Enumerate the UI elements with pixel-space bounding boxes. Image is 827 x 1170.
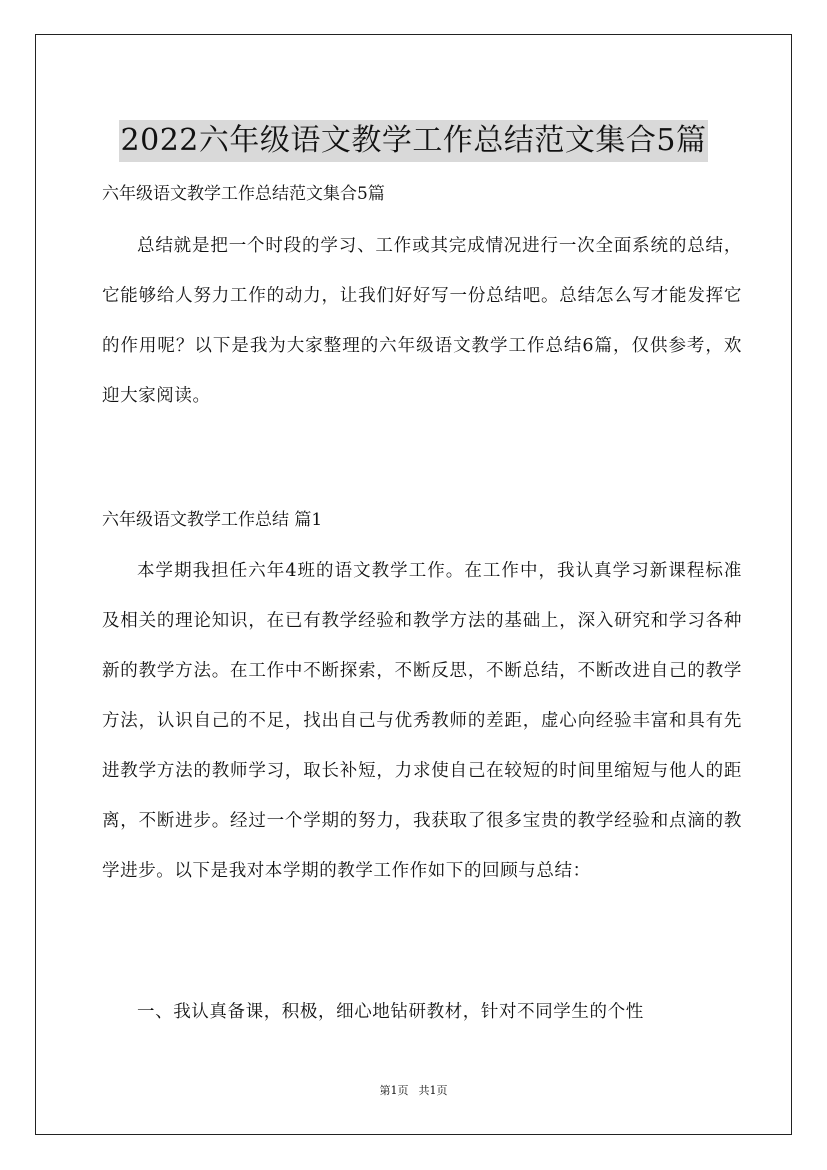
page-number-total: 共1页 <box>418 1084 448 1097</box>
section-heading: 六年级语文教学工作总结 篇1 <box>102 510 323 530</box>
page-footer <box>0 1083 827 1099</box>
document-subtitle: 六年级语文教学工作总结范文集合5篇 <box>102 184 385 204</box>
title-container <box>0 100 827 182</box>
document-title: 2022六年级语文教学工作总结范文集合5篇 <box>119 120 709 162</box>
page-number-current: 第1页 <box>379 1084 409 1097</box>
body-paragraph: 本学期我担任六年4班的语文教学工作。在工作中，我认真学习新课程标准及相关的理论知识，在已有教学经验和教学方法的基础上，深入研究和学习各种新的教学方法。在工作中不断探索，不断反思，不断总结，不断改进自己的教学方法，认识自己的不足，找出自己与优秀教师的差距，虚心向经验丰富和具有先进教学方法的教师学习，取长补短，力求使自己在较短的时间里缩短与他人的距离，不断进步。经过一个学期的努力，我获取了很多宝贵的教学经验和点滴的教学进步。以下是我对本学期的教学工作作如下的回顾与总结： <box>102 561 742 881</box>
intro-paragraph: 总结就是把一个时段的学习、工作或其完成情况进行一次全面系统的总结，它能够给人努力工作的动力，让我们好好写一份总结吧。总结怎么写才能发挥它的作用呢？以下是我为大家整理的六年级语文教学工作总结6篇，仅供参考，欢迎大家阅读。 <box>102 236 742 406</box>
list-item-paragraph: 一、我认真备课，积极，细心地钻研教材，针对不同学生的个性 <box>137 1002 644 1022</box>
